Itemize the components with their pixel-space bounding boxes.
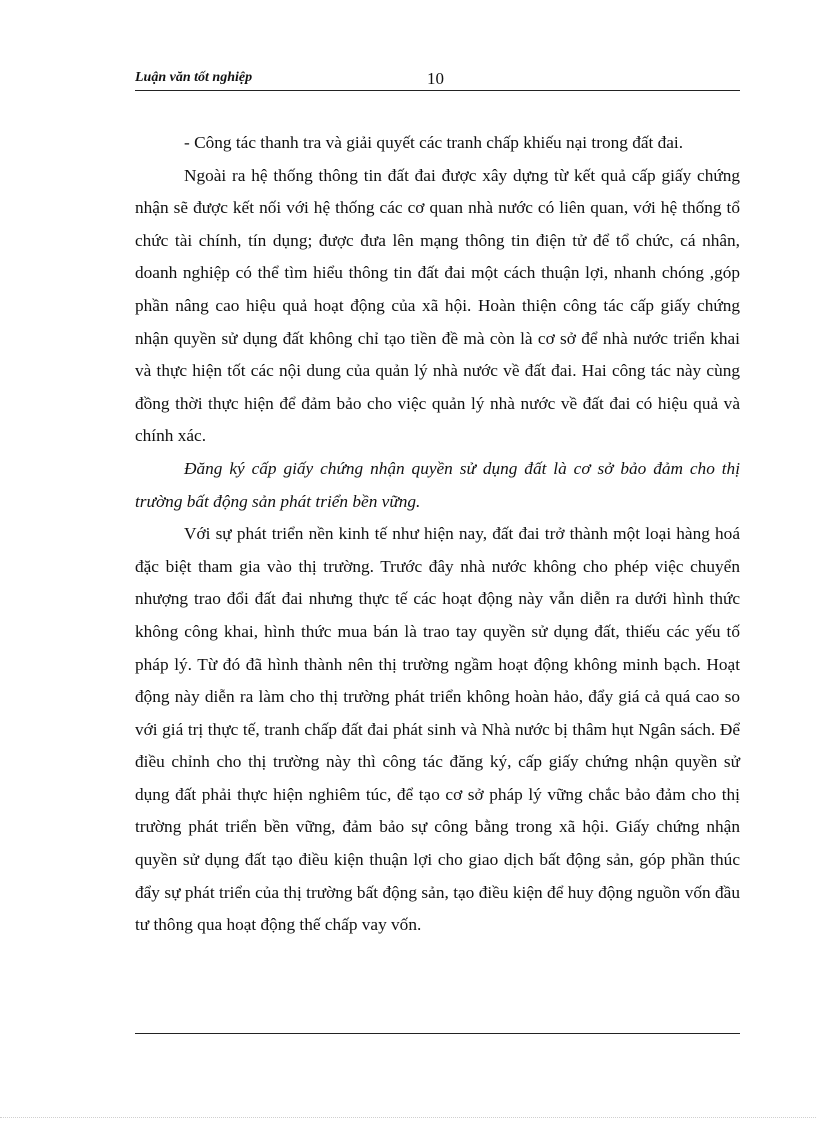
body-text <box>135 127 740 942</box>
paragraph-italic-heading: Đăng ký cấp giấy chứng nhận quyền sử dụng đất là cơ sở bảo đảm cho thị trường bất động sản phát triển bền vững. <box>135 458 740 511</box>
footer-divider <box>135 1033 740 1034</box>
paragraph-market-development: Với sự phát triển nền kinh tế như hiện nay, đất đai trở thành một loại hàng hoá đặc biệt tham gia vào thị trường. Trước đây nhà nước không cho phép việc chuyển nhượng trao đổi đất đai nhưng thực tế các hoạt động này vẫn diễn ra dưới hình thức không công khai, hình thức mua bán là trao tay quyền sử dụng đất, thiếu các yếu tố pháp lý. Từ đó đã hình thành nên thị trường ngầm hoạt động không minh bạch. Hoạt động này diễn ra làm cho thị trường phát triển không hoàn hảo, đẩy giá cả quá cao so với giá trị thực tế, tranh chấp đất đai phát sinh và Nhà nước bị thâm hụt Ngân sách. Để điều chỉnh cho thị trường này thì công tác đăng ký, cấp giấy chứng nhận quyền sử dụng đất phải thực hiện nghiêm túc, để tạo cơ sở pháp lý vững chắc bảo đảm cho thị trường phát triển bền vững, đảm bảo sự công bằng trong xã hội. Giấy chứng nhận quyền sử dụng đất tạo điều kiện thuận lợi cho giao dịch bất động sản, góp phần thúc đẩy sự phát triển của thị trường bất động sản, tạo điều kiện để huy động nguồn vốn đầu tư thông qua hoạt động thế chấp vay vốn. <box>135 524 740 935</box>
page-header <box>135 68 740 91</box>
page-number: 10 <box>427 69 444 88</box>
page-bottom-edge <box>0 1117 816 1118</box>
paragraph-information-system: Ngoài ra hệ thống thông tin đất đai được xây dựng từ kết quả cấp giấy chứng nhận sẽ được kết nối với hệ thống các cơ quan nhà nước có liên quan, với hệ thống tổ chức tài chính, tín dụng; được đưa lên mạng thông tin điện tử để tổ chức, cá nhân, doanh nghiệp có thể tìm hiểu thông tin đất đai một cách thuận lợi, nhanh chóng ,góp phần nâng cao hiệu quả hoạt động của xã hội. Hoàn thiện công tác cấp giấy chứng nhận quyền sử dụng đất không chỉ tạo tiền đề mà còn là cơ sở để nhà nước triển khai và thực hiện tốt các nội dung của quản lý nhà nước về đất đai. Hai công tác này cùng đồng thời thực hiện để đảm bảo cho việc quản lý nhà nước về đất đai có hiệu quả và chính xác. <box>135 165 740 446</box>
paragraph-inspection: - Công tác thanh tra và giải quyết các tranh chấp khiếu nại trong đất đai. <box>184 133 684 152</box>
thesis-title: Luận văn tốt nghiệp <box>135 70 253 85</box>
